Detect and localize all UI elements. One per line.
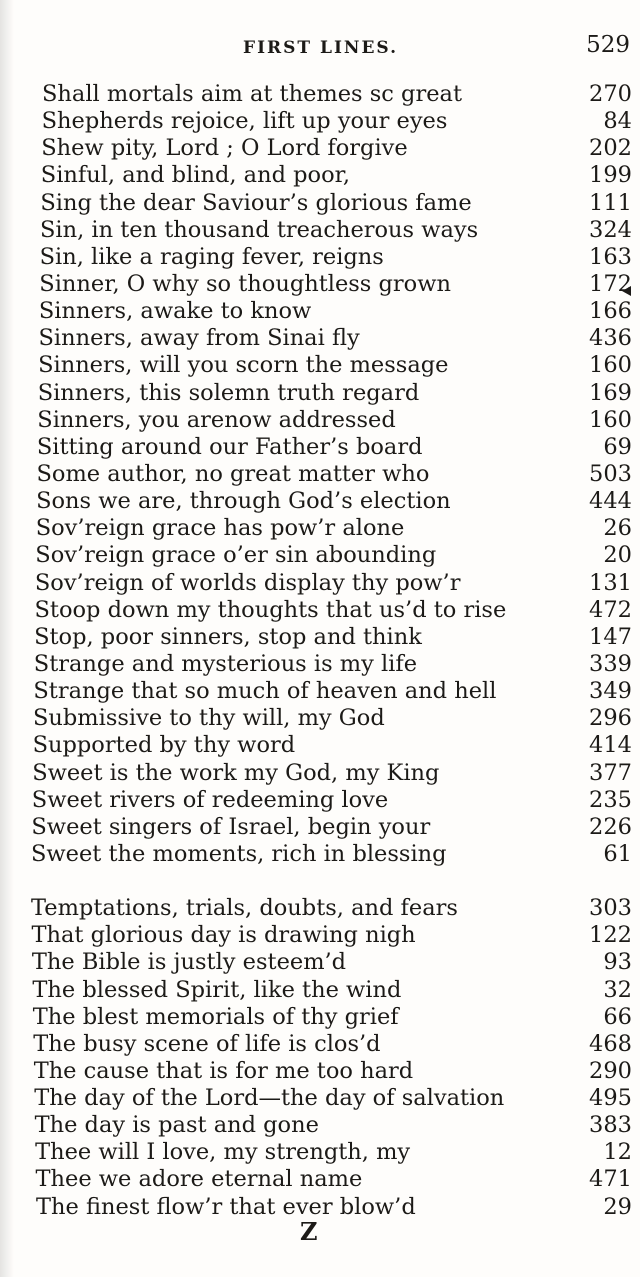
- first-line-text: Sov’reign grace has pow’r alone: [35, 515, 405, 542]
- index-entry: [0, 651, 640, 678]
- index-entry: [0, 787, 640, 814]
- page-header: [0, 30, 640, 64]
- first-line-text: That glorious day is drawing nigh: [31, 922, 416, 949]
- first-line-text: Supported by thy word: [32, 732, 296, 759]
- index-entry: [0, 1058, 640, 1085]
- first-line-text: Shall mortals aim at themes sc great: [42, 81, 462, 107]
- first-line-text: The blessed Spirit, like the wind: [32, 976, 402, 1003]
- index-entry: [0, 760, 640, 787]
- hymn-number: 414: [589, 732, 632, 759]
- hymn-number: 436: [589, 325, 632, 352]
- index-entry: [0, 1112, 640, 1139]
- index-entry: [0, 895, 640, 922]
- first-line-text: The finest flow’r that ever blow’d: [36, 1193, 416, 1220]
- index-entry: [0, 542, 640, 569]
- section-gap: [0, 868, 640, 895]
- first-line-text: Sin, in ten thousand treacherous ways: [40, 216, 479, 243]
- first-line-text: Sov’reign grace o’er sin abounding: [35, 542, 437, 569]
- hymn-number: 66: [603, 1003, 632, 1030]
- first-line-text: Sweet singers of Israel, begin your: [31, 813, 431, 840]
- index-entry: [0, 244, 640, 271]
- index-entry: [0, 705, 640, 732]
- first-line-text: Shepherds rejoice, lift up your eyes: [41, 108, 448, 135]
- hymn-number: 296: [589, 705, 632, 732]
- hymn-number: 503: [589, 460, 632, 487]
- hymn-number: 444: [589, 488, 632, 515]
- hymn-number: 69: [603, 433, 632, 460]
- hymn-number: 26: [603, 515, 632, 542]
- first-line-text: Stop, poor sinners, stop and think: [34, 623, 422, 650]
- index-entry: [0, 841, 640, 868]
- index-entry: [0, 488, 640, 515]
- hymn-number: 383: [589, 1112, 632, 1139]
- index-entry: [0, 977, 640, 1004]
- hymn-number: 147: [589, 623, 632, 650]
- page-number: 529: [586, 32, 630, 58]
- index-entry: [0, 1085, 640, 1112]
- first-line-text: Strange and mysterious is my life: [33, 650, 418, 677]
- hymn-number: 471: [589, 1166, 632, 1193]
- first-line-text: The day is past and gone: [34, 1112, 319, 1139]
- hymn-number: 29: [603, 1193, 632, 1220]
- first-line-text: Sing the dear Saviour’s glorious fame: [40, 189, 472, 216]
- hymn-number: 377: [589, 759, 632, 786]
- index-entry: [0, 1166, 640, 1193]
- first-line-text: Sinners, away from Sinai fly: [38, 325, 360, 352]
- first-line-text: Some author, no great matter who: [36, 460, 430, 487]
- signature-mark: Z: [300, 1217, 318, 1246]
- index-entry: [0, 814, 640, 841]
- index-entry: [0, 515, 640, 542]
- first-line-text: Sov’reign of worlds display thy pow’r: [34, 569, 461, 596]
- first-line-text: Sinners, this solemn truth regard: [37, 379, 420, 406]
- hymn-number: 172: [589, 270, 632, 297]
- index-entry: [0, 407, 640, 434]
- first-line-text: Submissive to thy will, my God: [33, 705, 385, 732]
- index-entry: [0, 678, 640, 705]
- first-line-text: The Bible is justly esteem’d: [31, 949, 347, 976]
- hymn-number: 324: [589, 216, 632, 243]
- hymn-number: 472: [589, 596, 632, 623]
- index-entry: [0, 108, 640, 135]
- running-title: FIRST LINES.: [243, 38, 398, 58]
- first-line-text: Sinful, and blind, and poor,: [40, 162, 351, 189]
- first-line-text: Sweet is the work my God, my King: [32, 759, 440, 786]
- hymn-number: 93: [603, 949, 632, 976]
- index-section-t: [0, 895, 640, 1221]
- first-line-text: The day of the Lord—the day of salvation: [34, 1085, 505, 1112]
- hymn-number: 199: [589, 162, 632, 189]
- margin-arrow-icon: [622, 286, 631, 296]
- index-entry: [0, 380, 640, 407]
- index-entry: [0, 217, 640, 244]
- index-entry: [0, 162, 640, 189]
- hymn-number: 468: [589, 1030, 632, 1057]
- hymn-number: 61: [603, 840, 632, 867]
- first-line-text: Sin, like a raging fever, reigns: [39, 243, 384, 270]
- index-entry: [0, 624, 640, 651]
- first-line-text: Sweet rivers of redeeming love: [31, 786, 389, 813]
- index-section-s: [0, 81, 640, 868]
- index-entry: [0, 325, 640, 352]
- index-entry: [0, 1194, 640, 1221]
- index-entry: [0, 298, 640, 325]
- hymn-number: 84: [603, 108, 632, 135]
- first-line-text: Sinners, awake to know: [38, 298, 312, 325]
- first-line-text: Thee we adore eternal name: [35, 1166, 363, 1193]
- first-line-text: Temptations, trials, doubts, and fears: [31, 895, 458, 922]
- hymn-number: 270: [589, 81, 632, 107]
- hymn-number: 166: [589, 298, 632, 325]
- first-line-text: Thee will I love, my strength, my: [35, 1139, 411, 1166]
- hymn-number: 226: [589, 813, 632, 840]
- hymn-number: 495: [589, 1085, 632, 1112]
- index-entry: [0, 1004, 640, 1031]
- index-entry: [0, 1031, 640, 1058]
- hymn-number: 202: [589, 135, 632, 162]
- hymn-number: 163: [589, 243, 632, 270]
- index-entry: [0, 570, 640, 597]
- index-entry: [0, 352, 640, 379]
- first-line-text: Sinners, you arenow addressed: [37, 406, 396, 433]
- index-entry: [0, 922, 640, 949]
- first-line-text: The blest memorials of thy grief: [32, 1003, 399, 1030]
- hymn-number: 131: [589, 569, 632, 596]
- hymn-number: 12: [603, 1139, 632, 1166]
- index-entry: [0, 1139, 640, 1166]
- hymn-number: 290: [589, 1057, 632, 1084]
- hymn-number: 235: [589, 786, 632, 813]
- hymn-number: 339: [589, 650, 632, 677]
- hymn-number: 20: [603, 542, 632, 569]
- first-line-text: Strange that so much of heaven and hell: [33, 678, 497, 705]
- hymn-number: 303: [589, 895, 632, 922]
- index-entry: [0, 732, 640, 759]
- hymn-number: 32: [603, 976, 632, 1003]
- first-line-text: Sitting around our Father’s board: [36, 433, 423, 460]
- first-line-text: Sinner, O why so thoughtless grown: [39, 270, 451, 297]
- index-entry: [0, 81, 640, 108]
- hymn-number: 169: [589, 379, 632, 406]
- hymn-number: 160: [589, 406, 632, 433]
- hymn-number: 111: [589, 189, 632, 216]
- first-line-text: Sinners, will you scorn the message: [38, 352, 449, 379]
- first-line-text: Sweet the moments, rich in blessing: [31, 840, 447, 867]
- index-entry: [0, 461, 640, 488]
- first-line-text: Stoop down my thoughts that us’d to rise: [34, 596, 507, 623]
- first-line-text: The cause that is for me too hard: [33, 1057, 414, 1084]
- index-entry: [0, 949, 640, 976]
- index-entry: [0, 434, 640, 461]
- hymn-number: 160: [589, 352, 632, 379]
- first-line-text: Shew pity, Lord ; O Lord forgive: [41, 135, 408, 162]
- index-entry: [0, 597, 640, 624]
- hymn-number: 122: [589, 922, 632, 949]
- index-entry: [0, 271, 640, 298]
- first-lines-index: [0, 81, 640, 1221]
- first-line-text: Sons we are, through God’s election: [36, 488, 451, 515]
- index-entry: [0, 190, 640, 217]
- first-line-text: The busy scene of life is clos’d: [33, 1030, 381, 1057]
- hymn-number: 349: [589, 678, 632, 705]
- index-entry: [0, 135, 640, 162]
